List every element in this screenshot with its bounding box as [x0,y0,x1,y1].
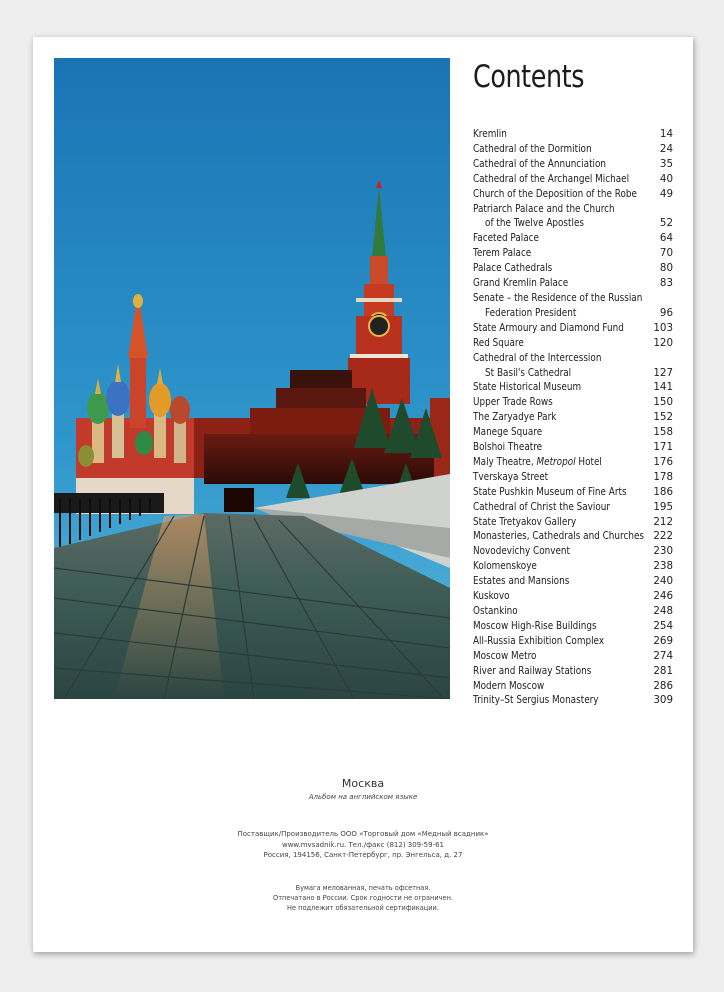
toc-entry[interactable]: Red Square 120 [473,336,673,349]
contents-heading: Contents [473,59,585,95]
toc-entry[interactable]: Church of the Deposition of the Robe 49 [473,187,673,200]
print-notes [33,883,693,913]
toc-entry[interactable]: Faceted Palace 64 [473,232,673,245]
toc-entry[interactable]: Grand Kremlin Palace 83 [473,277,673,290]
toc-entry[interactable]: Trinity–St Sergius Monastery 309 [473,694,673,707]
toc-entry[interactable]: Senate – the Residence of the Russian Federation President 96 [473,291,673,319]
toc-entry[interactable]: Tverskaya Street 178 [473,470,673,483]
toc-entry[interactable]: Patriarch Palace and the Church of the Twelve Apostles 52 [473,202,673,230]
toc-entry[interactable]: Palace Cathedrals 80 [473,262,673,275]
toc-entry[interactable]: Upper Trade Rows 150 [473,396,673,409]
toc-entry[interactable]: Cathedral of the Dormition 24 [473,142,673,155]
publisher-line: www.mvsadnik.ru. Тел./факс (812) 309-59-61 [281,840,444,849]
red-square-photo [54,58,450,699]
toc-entry[interactable]: Kuskovo 246 [473,590,673,603]
publisher-line: Россия, 194156, Санкт-Петербург, пр. Энгельса, д. 27 [263,851,463,859]
toc-entry[interactable]: State Pushkin Museum of Fine Arts 186 [473,485,673,498]
toc-entry[interactable]: Moscow High-Rise Buildings 254 [473,619,673,632]
toc-entry[interactable]: Cathedral of the Intercession St Basil's Cathedral 127 [473,351,673,379]
toc-entry[interactable]: River and Railway Stations 281 [473,664,673,677]
toc-entry[interactable]: Ostankino 248 [473,605,673,617]
publisher-info [33,829,693,861]
toc-entry[interactable]: State Historical Museum 141 [473,381,673,394]
toc-entry[interactable]: The Zaryadye Park 152 [473,411,673,424]
toc-entry[interactable]: Terem Palace 70 [473,247,673,260]
toc-entry[interactable]: Moscow Metro 274 [473,649,673,662]
toc-entry[interactable]: Kremlin 14 [473,128,673,140]
print-note: Не подлежит обязательной сертификации. [287,904,439,912]
toc-entry[interactable]: Bolshoi Theatre 171 [473,441,673,454]
imprint-subtitle: Альбом на английском языке [308,793,418,801]
toc-entry[interactable]: Modern Moscow 286 [473,679,673,692]
red-square-illustration [54,58,450,699]
print-note: Бумага мелованная, печать офсетная. [295,884,431,892]
toc-entry[interactable]: State Armoury and Diamond Fund 103 [473,321,673,334]
toc-entry[interactable]: Kolomenskoye 238 [473,560,673,573]
toc-entry[interactable]: Novodevichy Convent 230 [473,545,673,558]
table-of-contents [473,127,673,708]
toc-entry[interactable]: Manege Square 158 [473,426,673,439]
toc-entry[interactable]: Monasteries, Cathedrals and Churches 222 [473,530,673,543]
toc-entry[interactable]: Cathedral of the Archangel Michael 40 [473,172,673,185]
toc-entry[interactable]: Cathedral of Christ the Saviour 195 [473,500,673,513]
book-page [33,37,693,952]
imprint-title: Москва [341,777,385,790]
publisher-line: Поставщик/Производитель ООО «Торговый дом «Медный всадник» [237,830,489,838]
toc-entry[interactable]: All-Russia Exhibition Complex 269 [473,634,673,647]
toc-entry[interactable]: Maly Theatre, Metropol Hotel 176 [473,455,673,468]
toc-entry[interactable]: State Tretyakov Gallery 212 [473,515,673,528]
print-note: Отпечатано в России. Срок годности не ограничен. [273,894,453,902]
toc-entry[interactable]: Cathedral of the Annunciation 35 [473,157,673,170]
toc-entry[interactable]: Estates and Mansions 240 [473,575,673,588]
